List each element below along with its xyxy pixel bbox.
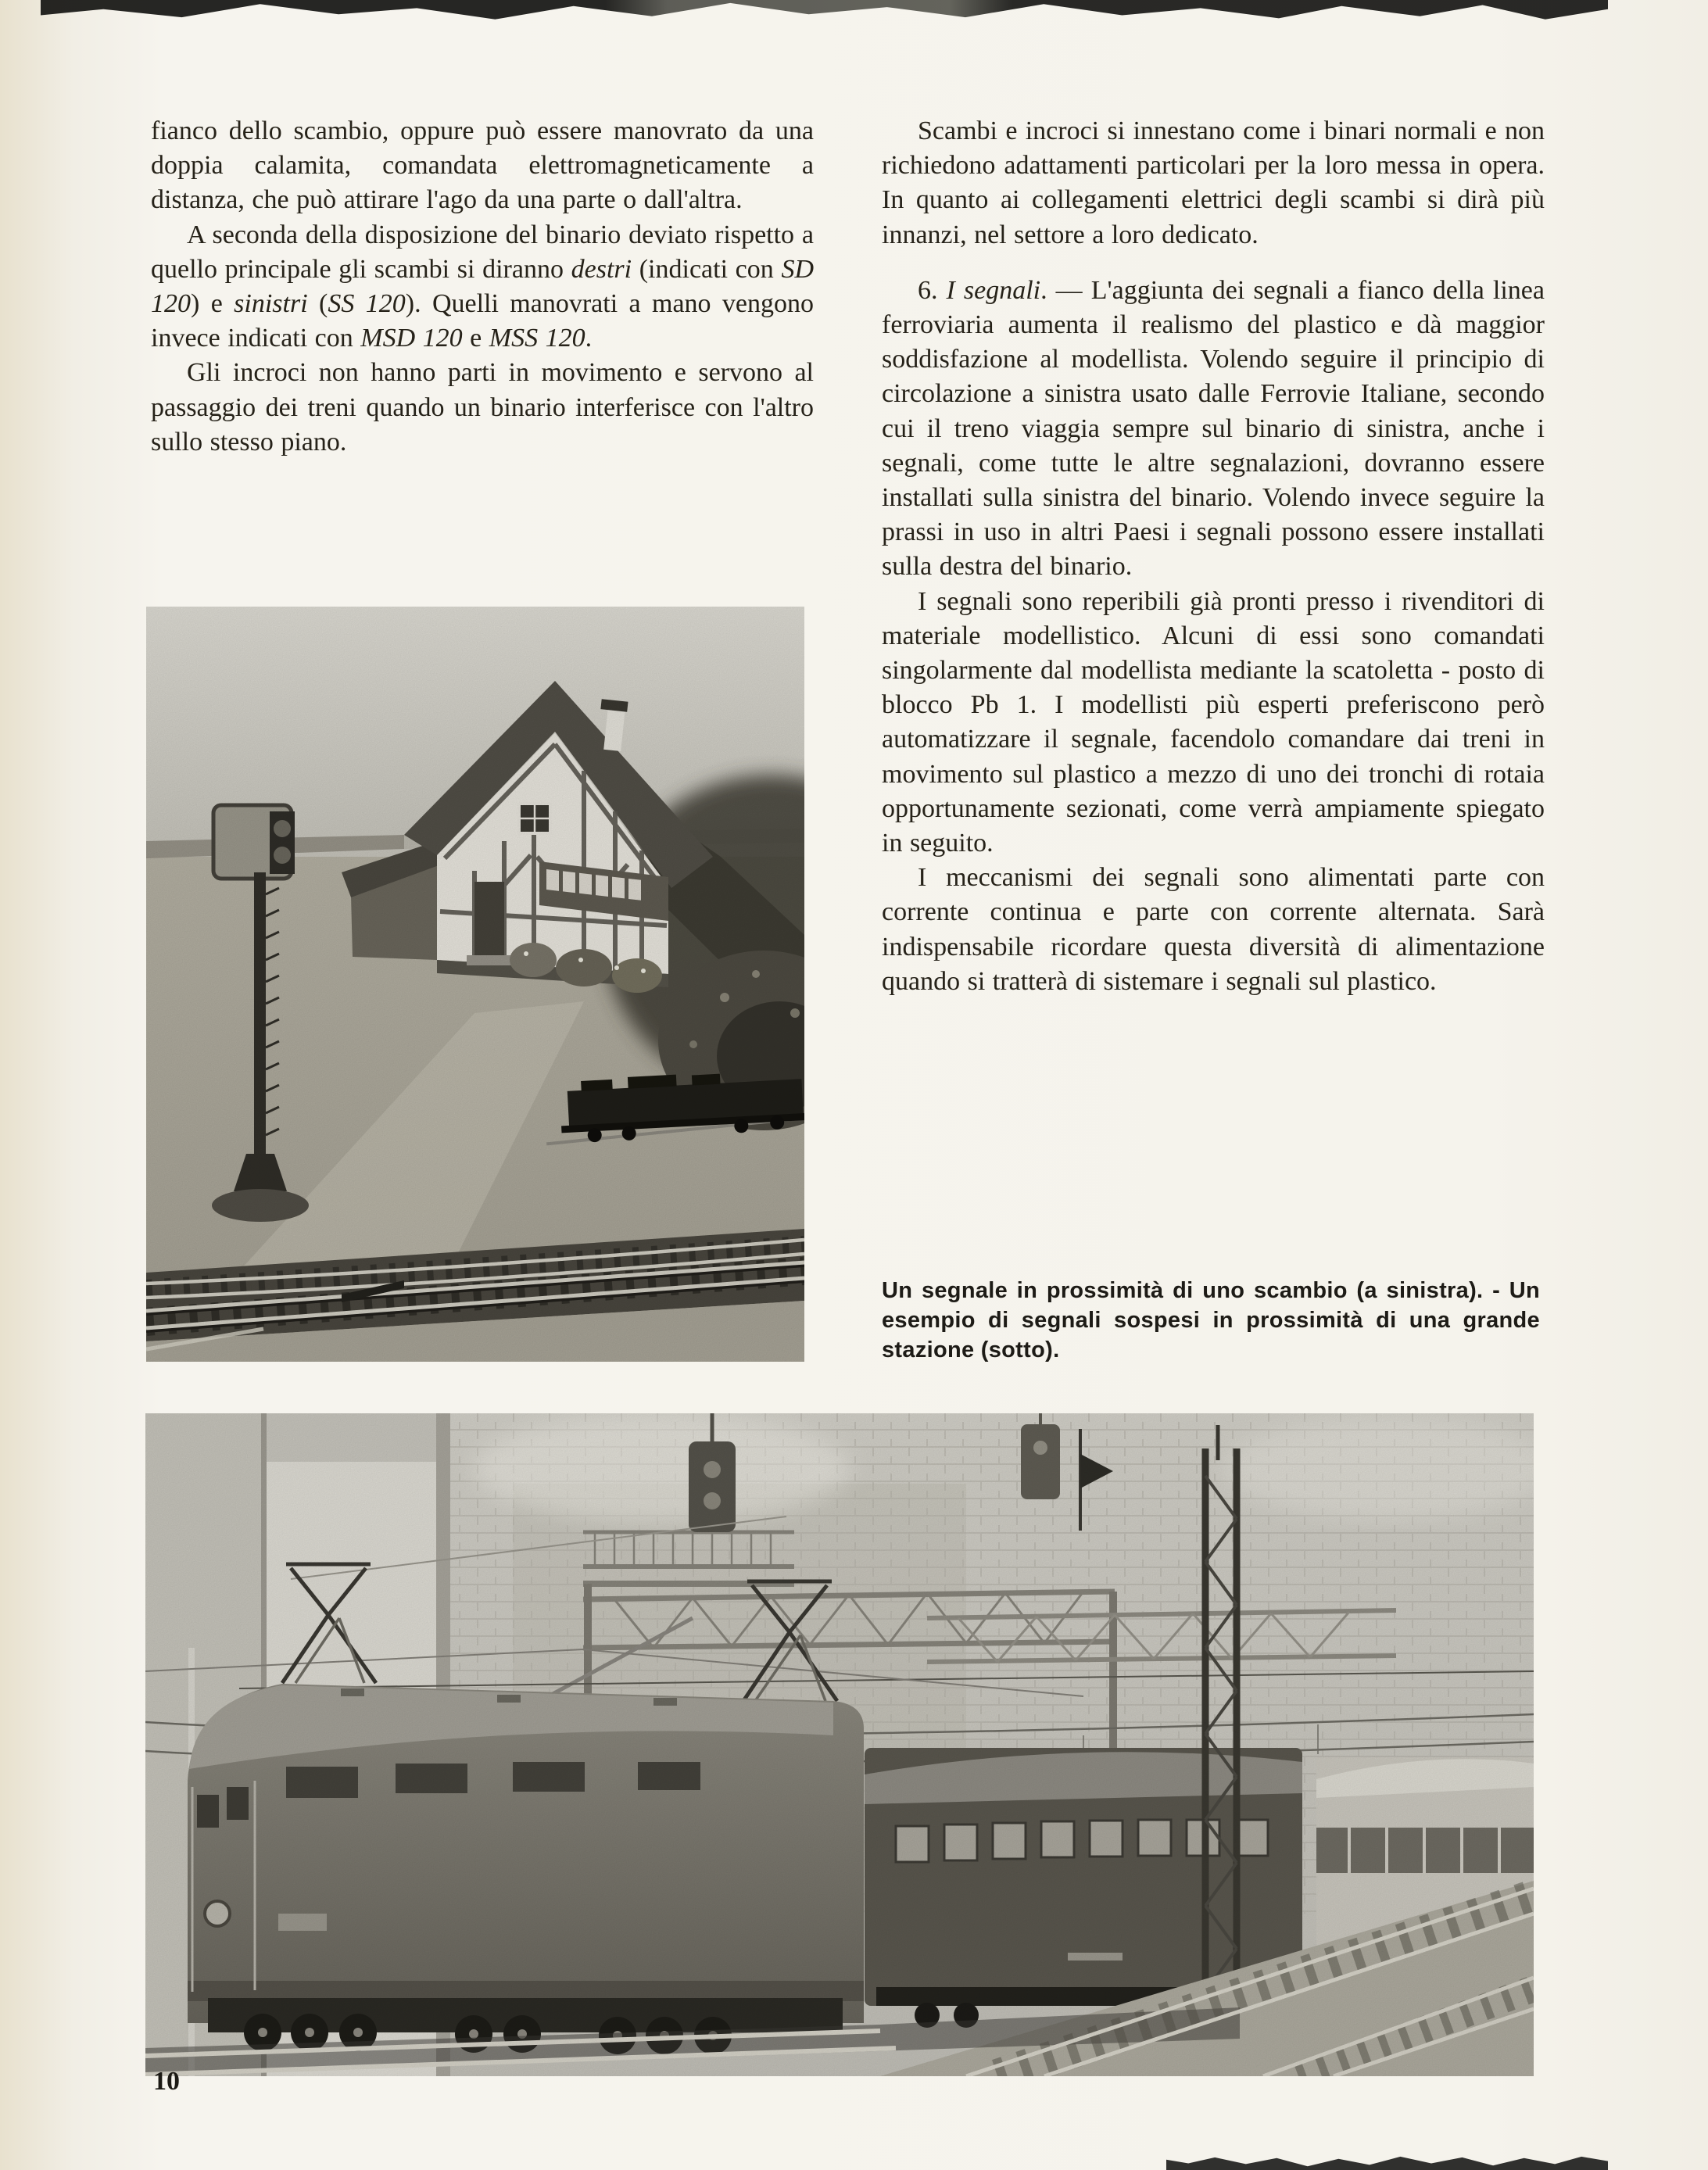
photo-caption: Un segnale in prossimità di uno scambio (a sinistra). - Un esempio di segnali sospesi in prossimità di una grande stazione (sotto). bbox=[882, 1278, 1540, 1363]
section-paragraph bbox=[882, 274, 1545, 585]
photo-signal-and-switch-image bbox=[146, 607, 804, 1362]
section-title: I segnali bbox=[946, 275, 1041, 305]
photo-signal-and-switch bbox=[146, 607, 804, 1362]
text-segment: MSS 120 bbox=[489, 324, 585, 353]
text-segment: A seconda della disposizione del binario deviato rispetto a quello principale gli scambi si diranno bbox=[151, 220, 814, 284]
text-segment: MSD 120 bbox=[360, 324, 463, 353]
photo-grain bbox=[145, 1413, 1534, 2076]
paragraph: I segnali sono reperibili già pronti presso i rivenditori di materiale modellistico. Alcuni di essi sono comandati singolarmente dal modellista mediante la scatoletta - posto di blocco Pb 1. I modellisti più esperti preferiscono però automatizzare il segnale, facendolo comandare dai treni in movimento sul plastico a mezzo di uno dei tronchi di rotaia opportunamente sezionati, come verrà ampiamente spiegato in seguito. bbox=[882, 586, 1545, 858]
photo-station-train bbox=[145, 1413, 1534, 2076]
text-segment: . bbox=[585, 324, 593, 353]
text-segment: ). Quelli manovrati a mano vengono invece indicati con bbox=[151, 289, 815, 353]
text-segment: e bbox=[462, 324, 489, 353]
paragraph: Scambi e incroci si innestano come i binari normali e non richiedono adattamenti particolari per la loro messa in opera. In quanto ai collegamenti elettrici degli scambi si dirà più innanzi, nel settore a loro dedicato. bbox=[882, 116, 1545, 249]
paragraph bbox=[151, 218, 814, 356]
paragraph: fianco dello scambio, oppure può essere manovrato da una doppia calamita, comandata elettromagneticamente a distanza, che può attirare l'ago da una parte o dall'altra. bbox=[151, 116, 814, 215]
text-segment: sinistri bbox=[234, 289, 308, 319]
text-segment: (indicati con bbox=[632, 254, 782, 284]
scan-artifact-bottom bbox=[1166, 2155, 1608, 2170]
text-segment: SS 120 bbox=[328, 289, 406, 319]
section-number: 6. bbox=[918, 275, 947, 305]
paragraph: Gli incroci non hanno parti in movimento e servono al passaggio dei treni quando un binario interferisce con l'altro sullo stesso piano. bbox=[151, 358, 814, 457]
photo-station-train-image bbox=[145, 1413, 1534, 2076]
text-segment: ( bbox=[307, 289, 328, 319]
text-segment: ) e bbox=[191, 289, 235, 319]
right-column bbox=[882, 114, 1545, 999]
text-segment: destri bbox=[571, 254, 632, 284]
text-segment: . — L'aggiunta dei segnali a fianco della linea ferroviaria aumenta il realismo del plastico e dà maggior soddisfazione al modellista. Volendo seguire il principio di circolazione a sinistra usato dalle Ferrovie Italiane, secondo cui il treno viaggia sempre sul binario di sinistra, anche i segnali, come tutte le altre segnalazioni, dovranno essere installati sulla sinistra del binario. Volendo invece seguire la prassi in uso in altri Paesi i segnali possono essere installati sulla destra del binario. bbox=[882, 275, 1545, 582]
photo-grain bbox=[146, 607, 804, 1362]
page-number: 10 bbox=[153, 2067, 180, 2096]
left-column bbox=[151, 114, 814, 460]
text-segment: SD 120 bbox=[151, 254, 814, 319]
paragraph: I meccanismi dei segnali sono alimentati parte con corrente continua e parte con corrente alternata. Sarà indispensabile ricordare questa diversità di alimentazione quando si tratterà di sistemare i segnali sul plastico. bbox=[882, 863, 1545, 996]
scan-artifact-top bbox=[41, 0, 1608, 20]
